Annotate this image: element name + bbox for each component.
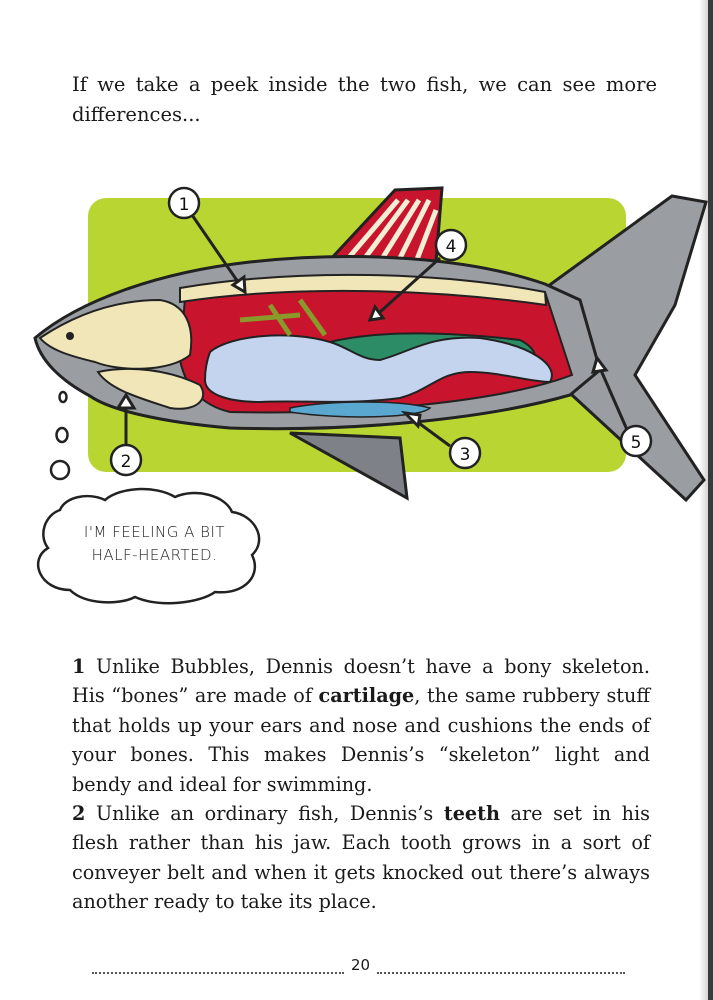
callout-label-3: 3 (459, 445, 471, 465)
footer-dotted-rule-right (377, 972, 625, 974)
callout-circle-4 (436, 230, 466, 260)
callout-label-5: 5 (630, 433, 642, 453)
callout-circle-3 (450, 438, 480, 468)
callout-circle-1 (169, 188, 199, 218)
paragraph-cartilage (72, 652, 650, 799)
paragraph-number: 2 (72, 802, 86, 826)
callout-circle-5 (621, 426, 651, 456)
page-number: 20 (350, 956, 371, 974)
thought-bubble-line-2: HALF-HEARTED. (91, 546, 218, 564)
paragraph-text: Unlike Bubbles, Dennis doesn’t have a bony skeleton. His “bones” are made of (72, 655, 650, 708)
thought-bubble-text (62, 521, 247, 567)
paragraph-teeth (72, 799, 650, 917)
paragraph-text: , the same rubbery stuff that holds up your ears and nose and cushions the ends of your bones. This makes Dennis’s “skeleton” light and bendy and ideal for swimming. (72, 684, 650, 796)
page-footer (92, 956, 625, 980)
nostril (66, 332, 74, 340)
thought-bubble-line-1: I'M FEELING A BIT (83, 523, 226, 541)
callout-circle-2 (111, 445, 141, 475)
paragraph-text: Unlike an ordinary fish, Dennis’s (85, 802, 444, 826)
thought-bubble-trail (51, 392, 69, 479)
key-term-cartilage: cartilage (318, 684, 415, 708)
key-term-teeth: teeth (443, 802, 500, 826)
paragraph-number: 1 (72, 655, 86, 678)
intro-text: If we take a peek inside the two fish, we can see more differences... (72, 73, 657, 126)
paragraph-text: are set in his flesh rather than his jaw. Each tooth grows in a sort of conveyer belt and when it gets knocked out there’s always another ready to take its place. (72, 802, 650, 914)
body-text (72, 652, 650, 917)
callout-label-1: 1 (178, 195, 190, 215)
callout-label-2: 2 (120, 452, 132, 472)
footer-dotted-rule-left (92, 972, 344, 974)
callout-label-4: 4 (445, 237, 457, 257)
